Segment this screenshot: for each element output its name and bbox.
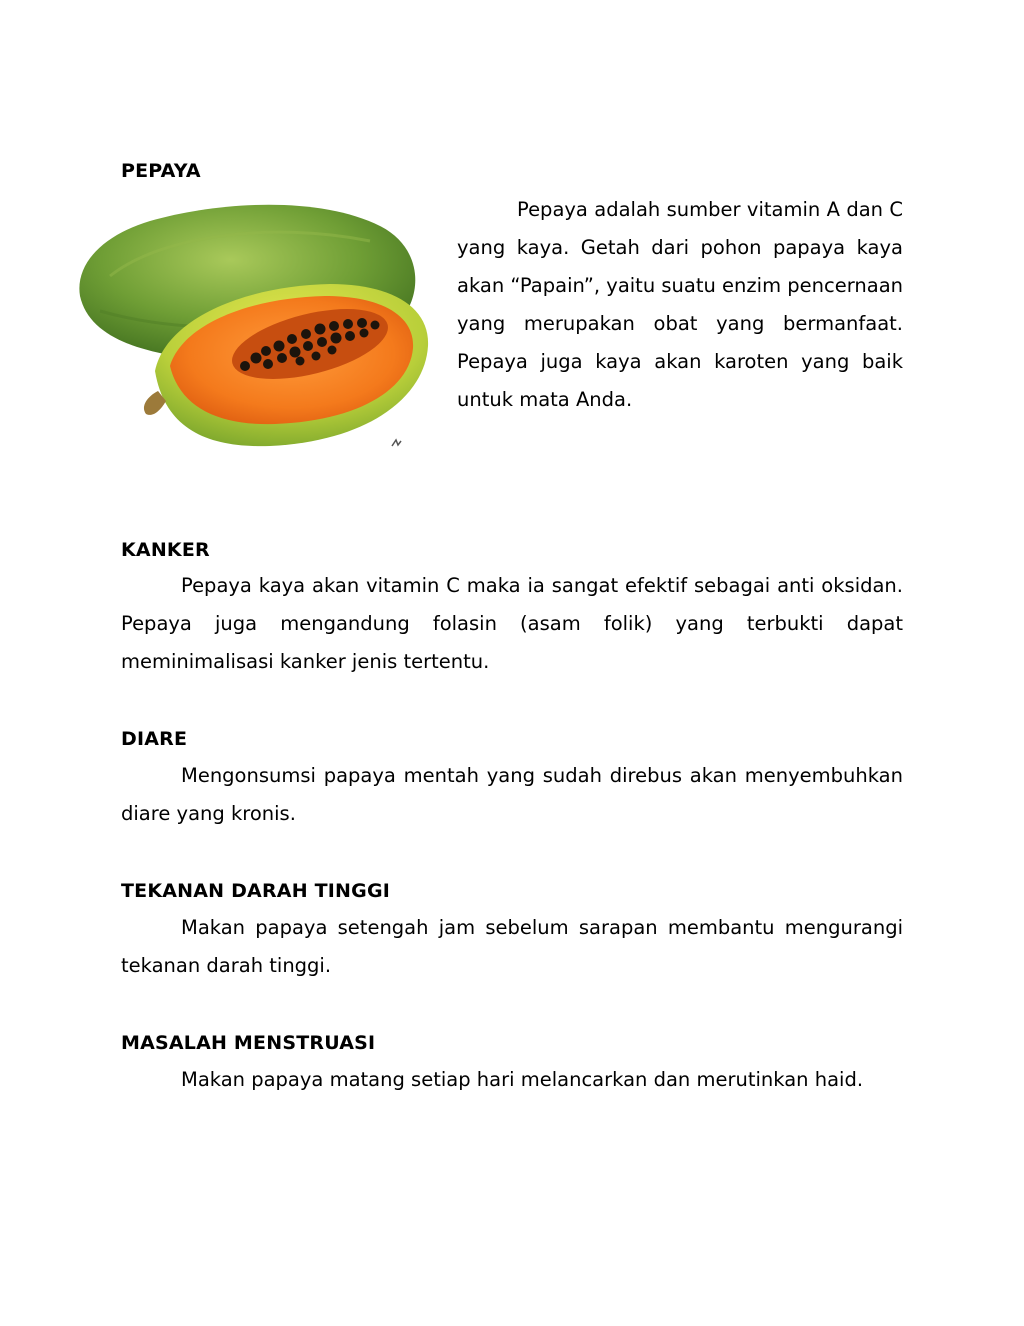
section-heading-masalah-menstruasi: MASALAH MENSTRUASI [121, 1032, 376, 1054]
section-heading-kanker: KANKER [121, 539, 210, 561]
page-title: PEPAYA [121, 160, 201, 182]
papaya-fruit-icon [70, 196, 440, 461]
section-body-tekanan-darah-tinggi: Makan papaya setengah jam sebelum sarapan membantu mengurangi tekanan darah tinggi. [121, 916, 903, 977]
section-heading-tekanan-darah-tinggi: TEKANAN DARAH TINGGI [121, 880, 391, 902]
intro-paragraph: Pepaya adalah sumber vitamin A dan C yang kaya. Getah dari pohon papaya kaya akan “Papain”, yaitu suatu enzim pencernaan yang merupakan obat yang bermanfaat. Pepaya juga kaya akan karoten yang baik untuk mata Anda. [457, 198, 904, 411]
section-body-kanker: Pepaya kaya akan vitamin C maka ia sangat efektif sebagai anti oksidan. Pepaya juga mengandung folasin (asam folik) yang terbukti dapat meminimalisasi kanker jenis tertentu. [121, 574, 903, 673]
section-heading-diare: DIARE [121, 728, 188, 750]
section-body-masalah-menstruasi: Makan papaya matang setiap hari melancarkan dan merutinkan haid. [181, 1068, 864, 1091]
section-body-diare: Mengonsumsi papaya mentah yang sudah direbus akan menyembuhkan diare yang kronis. [121, 764, 903, 825]
